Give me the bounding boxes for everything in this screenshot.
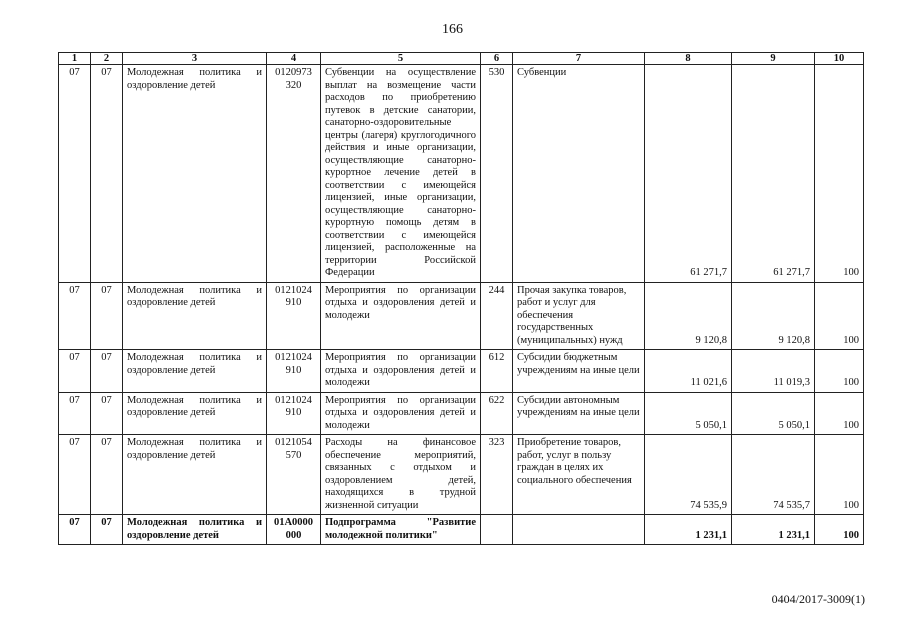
target-article-name: Расходы на финансовое обеспечение мероприятий, связанных с отдыхом и оздоровлением детей, находящихся в трудной жизненной ситуации	[321, 435, 481, 515]
target-article-code: 0121024 910	[267, 282, 321, 350]
section-name: Молодежная политика и оздоровление детей	[123, 282, 267, 350]
expense-type-name: Приобретение товаров, работ, услуг в пользу граждан в целях их социального обеспечения	[513, 435, 645, 515]
execution-percent: 100	[815, 350, 864, 393]
execution-percent: 100	[815, 65, 864, 283]
section-code: 07	[59, 282, 91, 350]
actual-amount: 74 535,7	[732, 435, 815, 515]
section-name: Молодежная политика и оздоровление детей	[123, 435, 267, 515]
actual-amount: 1 231,1	[732, 515, 815, 545]
subsection-code: 07	[91, 350, 123, 393]
target-article-code: 0121054 570	[267, 435, 321, 515]
planned-amount: 74 535,9	[645, 435, 732, 515]
subsection-code: 07	[91, 435, 123, 515]
section-code: 07	[59, 515, 91, 545]
actual-amount: 61 271,7	[732, 65, 815, 283]
actual-amount: 11 019,3	[732, 350, 815, 393]
section-name: Молодежная политика и оздоровление детей	[123, 65, 267, 283]
section-name: Молодежная политика и оздоровление детей	[123, 392, 267, 435]
header-col-9: 9	[732, 53, 815, 65]
table-row	[59, 65, 864, 283]
target-article-name: Мероприятия по организации отдыха и оздоровления детей и молодежи	[321, 350, 481, 393]
document-code: 0404/2017-3009(1)	[771, 592, 865, 606]
expense-type-name: Прочая закупка товаров, работ и услуг для обеспечения государственных (муниципальных) нужд	[513, 282, 645, 350]
expense-type-code: 612	[481, 350, 513, 393]
header-col-4: 4	[267, 53, 321, 65]
table-row	[59, 350, 864, 393]
table-row	[59, 435, 864, 515]
budget-table	[58, 52, 864, 545]
section-code: 07	[59, 65, 91, 283]
expense-type-code: 323	[481, 435, 513, 515]
section-code: 07	[59, 350, 91, 393]
header-col-7: 7	[513, 53, 645, 65]
planned-amount: 5 050,1	[645, 392, 732, 435]
header-col-1: 1	[59, 53, 91, 65]
target-article-code: 0121024 910	[267, 392, 321, 435]
expense-type-name: Субсидии бюджетным учреждениям на иные цели	[513, 350, 645, 393]
expense-type-code: 530	[481, 65, 513, 283]
table-row	[59, 392, 864, 435]
execution-percent: 100	[815, 282, 864, 350]
header-row	[59, 53, 864, 65]
subprogram-total-row	[59, 515, 864, 545]
expense-type-name: Субсидии автономным учреждениям на иные цели	[513, 392, 645, 435]
target-article-code: 0120973 320	[267, 65, 321, 283]
expense-type-code	[481, 515, 513, 545]
expense-type-name: Субвенции	[513, 65, 645, 283]
planned-amount: 9 120,8	[645, 282, 732, 350]
header-col-5: 5	[321, 53, 481, 65]
header-col-3: 3	[123, 53, 267, 65]
planned-amount: 61 271,7	[645, 65, 732, 283]
target-article-name: Мероприятия по организации отдыха и оздоровления детей и молодежи	[321, 392, 481, 435]
target-article-name: Субвенции на осуществление выплат на возмещение части расходов по приобретению путевок в детские санатории, санаторно-оздоровительные центры (лагеря) круглогодичного действия и иные организации, осуществляющие санаторно-курортное лечение детей в соответствии с имеющейся лицензией, иные организации, осуществляющие санаторно-курортную помощь детям в соответствии с имеющейся лицензией, расположенные на территории Российской Федерации	[321, 65, 481, 283]
section-code: 07	[59, 435, 91, 515]
target-article-code: 0121024 910	[267, 350, 321, 393]
header-col-10: 10	[815, 53, 864, 65]
header-col-8: 8	[645, 53, 732, 65]
planned-amount: 1 231,1	[645, 515, 732, 545]
header-col-6: 6	[481, 53, 513, 65]
subsection-code: 07	[91, 392, 123, 435]
expense-type-code: 244	[481, 282, 513, 350]
execution-percent: 100	[815, 392, 864, 435]
section-code: 07	[59, 392, 91, 435]
header-col-2: 2	[91, 53, 123, 65]
subsection-code: 07	[91, 65, 123, 283]
subsection-code: 07	[91, 282, 123, 350]
execution-percent: 100	[815, 515, 864, 545]
expense-type-code: 622	[481, 392, 513, 435]
expense-type-name	[513, 515, 645, 545]
table-row	[59, 282, 864, 350]
target-article-name: Мероприятия по организации отдыха и оздоровления детей и молодежи	[321, 282, 481, 350]
section-name: Молодежная политика и оздоровление детей	[123, 350, 267, 393]
target-article-code: 01А0000 000	[267, 515, 321, 545]
section-name: Молодежная политика и оздоровление детей	[123, 515, 267, 545]
planned-amount: 11 021,6	[645, 350, 732, 393]
target-article-name: Подпрограмма "Развитие молодежной политики"	[321, 515, 481, 545]
execution-percent: 100	[815, 435, 864, 515]
actual-amount: 9 120,8	[732, 282, 815, 350]
subsection-code: 07	[91, 515, 123, 545]
page-number: 166	[442, 22, 463, 37]
actual-amount: 5 050,1	[732, 392, 815, 435]
